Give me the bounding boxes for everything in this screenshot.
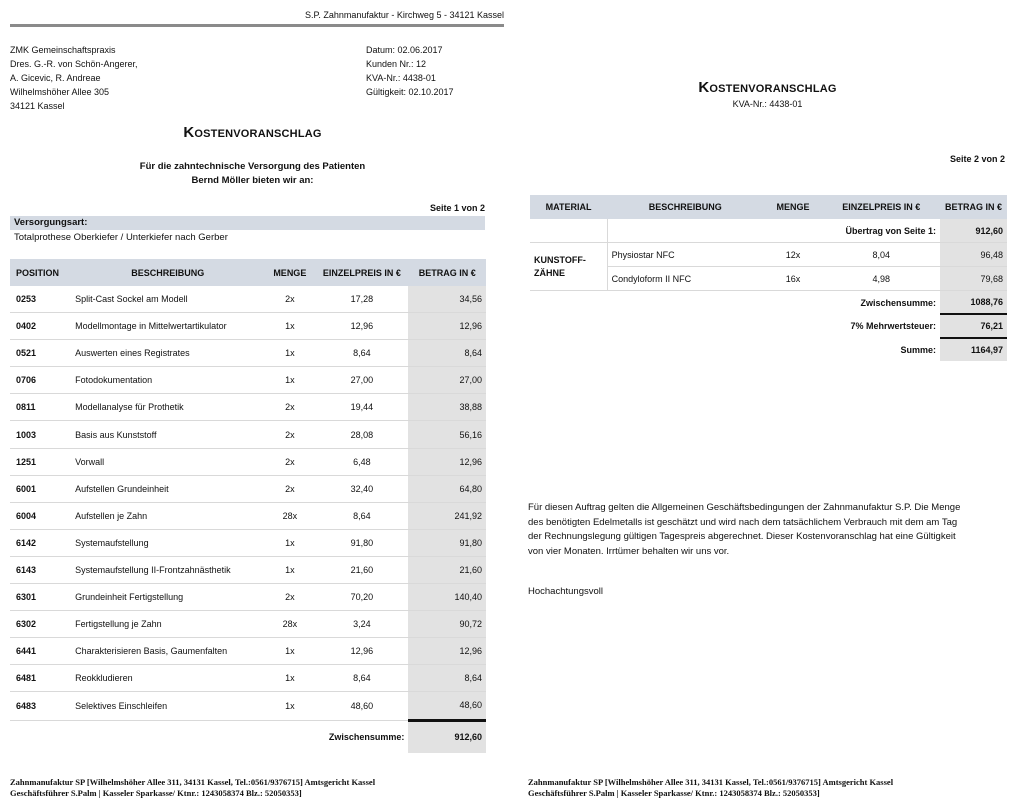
meta-validity: Gültigkeit: 02.10.2017 [366, 87, 454, 97]
table-row [10, 665, 486, 692]
table-header-row [530, 195, 1007, 219]
row-amount: 90,72 [408, 611, 486, 638]
row-description: Modellmontage in Mittelwertartikulator [71, 313, 264, 340]
table-row [10, 692, 486, 720]
col-material: MATERIAL [530, 195, 607, 219]
row-unit-price: 8,64 [315, 665, 408, 692]
materials-table [530, 195, 1007, 361]
versorgungsart-label: Versorgungsart: [10, 216, 485, 230]
row-amount: 12,96 [408, 448, 486, 475]
subtotal-value: 1088,76 [940, 291, 1007, 315]
row-quantity: 2x [264, 584, 315, 611]
col-amount: BETRAG IN € [408, 259, 486, 286]
row-description: Aufstellen je Zahn [71, 502, 264, 529]
table-row [10, 394, 486, 421]
row-position: 6483 [10, 692, 71, 720]
row-amount: 12,96 [408, 638, 486, 665]
intro-line: Bernd Möller bieten wir an: [191, 175, 314, 186]
row-amount: 91,80 [408, 529, 486, 556]
col-description: BESCHREIBUNG [607, 195, 763, 219]
col-unit-price: EINZELPREIS IN € [823, 195, 940, 219]
row-description: Fertigstellung je Zahn [71, 611, 264, 638]
row-amount: 56,16 [408, 421, 486, 448]
row-quantity: 1x [264, 638, 315, 665]
material-group-line: ZÄHNE [534, 267, 565, 278]
row-position: 6004 [10, 502, 71, 529]
row-amount: 241,92 [408, 502, 486, 529]
intro-line: Für die zahntechnische Versorgung des Patienten [139, 161, 366, 172]
row-description: Systemaufstellung II-Frontzahnästhetik [71, 556, 264, 583]
table-row [10, 286, 486, 313]
row-position: 6481 [10, 665, 71, 692]
footer-line: Geschäftsführer S.Palm | Kasseler Sparkasse/ Ktnr.: 1243058374 Blz.: 52050353] [10, 788, 302, 798]
table-row [10, 313, 486, 340]
row-position: 6142 [10, 529, 71, 556]
recipient-line: A. Gicevic, R. Andreae [10, 73, 101, 83]
page-number: Seite 1 von 2 [429, 203, 485, 213]
row-quantity: 2x [264, 475, 315, 502]
row-description: Vorwall [71, 448, 264, 475]
row-quantity: 12x [763, 243, 822, 267]
row-amount: 64,80 [408, 475, 486, 502]
row-unit-price: 70,20 [315, 584, 408, 611]
header-rule [10, 24, 504, 27]
row-quantity: 1x [264, 313, 315, 340]
table-row [10, 611, 486, 638]
row-description: Aufstellen Grundeinheit [71, 475, 264, 502]
meta-date: Datum: 02.06.2017 [366, 45, 443, 55]
row-quantity: 2x [264, 286, 315, 313]
row-position: 0706 [10, 367, 71, 394]
row-amount: 34,56 [408, 286, 486, 313]
closing-text: Hochachtungsvoll [528, 586, 603, 597]
row-quantity: 1x [264, 556, 315, 583]
page-footer [528, 777, 893, 799]
subtotal-label: Zwischensumme: [860, 297, 936, 308]
row-quantity: 1x [264, 340, 315, 367]
col-description: BESCHREIBUNG [71, 259, 264, 286]
col-position: POSITION [10, 259, 71, 286]
row-position: 0811 [10, 394, 71, 421]
row-description: Split-Cast Sockel am Modell [71, 286, 264, 313]
material-group [530, 243, 607, 291]
row-quantity: 16x [763, 267, 822, 291]
table-row [10, 475, 486, 502]
kva-number: KVA-Nr.: 4438-01 [732, 99, 803, 109]
row-unit-price: 4,98 [823, 267, 940, 291]
row-unit-price: 32,40 [315, 475, 408, 502]
total-value: 1164,97 [940, 338, 1007, 361]
intro-text [0, 160, 505, 188]
row-position: 1003 [10, 421, 71, 448]
row-description: Physiostar NFC [607, 243, 763, 267]
carryover-value: 912,60 [940, 219, 1007, 243]
row-position: 0402 [10, 313, 71, 340]
row-unit-price: 12,96 [315, 313, 408, 340]
page-2 [520, 0, 1015, 808]
material-group-line: KUNSTOFF- [534, 254, 586, 265]
row-position: 1251 [10, 448, 71, 475]
row-quantity: 1x [264, 529, 315, 556]
page-number: Seite 2 von 2 [949, 154, 1005, 164]
row-unit-price: 8,64 [315, 340, 408, 367]
col-quantity: MENGE [763, 195, 822, 219]
row-position: 6441 [10, 638, 71, 665]
row-unit-price: 3,24 [315, 611, 408, 638]
vat-row [530, 314, 1007, 338]
meta-customer-no: Kunden Nr.: 12 [366, 59, 427, 69]
row-description: Reokkludieren [71, 665, 264, 692]
meta-kva-no: KVA-Nr.: 4438-01 [366, 73, 436, 83]
row-unit-price: 6,48 [315, 448, 408, 475]
row-unit-price: 17,28 [315, 286, 408, 313]
subtotal-row [10, 720, 486, 753]
row-amount: 8,64 [408, 665, 486, 692]
row-unit-price: 27,00 [315, 367, 408, 394]
row-position: 6302 [10, 611, 71, 638]
page-footer [10, 777, 375, 799]
row-description: Systemaufstellung [71, 529, 264, 556]
row-quantity: 28x [264, 502, 315, 529]
table-header-row [10, 259, 486, 286]
row-unit-price: 8,04 [823, 243, 940, 267]
row-amount: 38,88 [408, 394, 486, 421]
row-quantity: 2x [264, 421, 315, 448]
table-row [10, 340, 486, 367]
row-description: Fotodokumentation [71, 367, 264, 394]
row-position: 0521 [10, 340, 71, 367]
row-description: Condyloform II NFC [607, 267, 763, 291]
row-position: 6301 [10, 584, 71, 611]
row-position: 6143 [10, 556, 71, 583]
vat-label: 7% Mehrwertsteuer: [850, 321, 936, 331]
footer-line: Zahnmanufaktur SP [Wilhelmshöher Allee 311, 34131 Kassel, Tel.:0561/9376715] Amtsgericht Kassel [528, 777, 894, 787]
recipient-address [10, 43, 138, 113]
row-unit-price: 8,64 [315, 502, 408, 529]
row-position: 0253 [10, 286, 71, 313]
carryover-label: Übertrag von Seite 1: [607, 219, 940, 243]
col-amount: BETRAG IN € [940, 195, 1007, 219]
positions-table [10, 259, 486, 753]
recipient-line: 34121 Kassel [10, 101, 65, 111]
row-unit-price: 28,08 [315, 421, 408, 448]
row-amount: 27,00 [408, 367, 486, 394]
recipient-line: Wilhelmshöher Allee 305 [10, 87, 110, 97]
versorgungsart-value: Totalprothese Oberkiefer / Unterkiefer nach Gerber [14, 232, 228, 243]
col-quantity: MENGE [264, 259, 315, 286]
row-amount: 48,60 [408, 692, 486, 720]
table-row [10, 502, 486, 529]
row-description: Basis aus Kunststoff [71, 421, 264, 448]
row-unit-price: 48,60 [315, 692, 408, 720]
table-row [10, 556, 486, 583]
footer-line: Zahnmanufaktur SP [Wilhelmshöher Allee 311, 34131 Kassel, Tel.:0561/9376715] Amtsgericht Kassel [10, 777, 376, 787]
row-quantity: 2x [264, 394, 315, 421]
total-label: Summe: [900, 344, 936, 355]
table-row [10, 448, 486, 475]
row-unit-price: 19,44 [315, 394, 408, 421]
row-unit-price: 21,60 [315, 556, 408, 583]
row-amount: 8,64 [408, 340, 486, 367]
row-description: Modellanalyse für Prothetik [71, 394, 264, 421]
sender-line: S.P. Zahnmanufaktur - Kirchweg 5 - 34121 Kassel [305, 10, 504, 20]
row-unit-price: 12,96 [315, 638, 408, 665]
terms-text: Für diesen Auftrag gelten die Allgemeinen Geschäftsbedingungen der Zahnmanufaktur S.P. Die Menge des benötigten Edelmetalls ist geschätzt und wird nach dem tatsächlichem Verbrauch mit dem am Tag der Rechnungslegung gültigen Tagespreis abgerechnet. Dieser Kostenvoranschlag hat eine Gültigkeit von vier Monaten. Irrtümer behalten wir uns vor. [528, 502, 961, 557]
table-row [10, 421, 486, 448]
row-description: Selektives Einschleifen [71, 692, 264, 720]
table-row [530, 243, 1007, 267]
subtotal-row [530, 291, 1007, 315]
total-row [530, 338, 1007, 361]
page-1 [0, 0, 505, 808]
table-row [10, 638, 486, 665]
page-title: Kostenvoranschlag [183, 124, 322, 141]
document-meta [366, 43, 454, 99]
row-description: Auswerten eines Registrates [71, 340, 264, 367]
col-unit-price: EINZELPREIS IN € [315, 259, 408, 286]
row-quantity: 1x [264, 367, 315, 394]
footer-line: Geschäftsführer S.Palm | Kasseler Sparkasse/ Ktnr.: 1243058374 Blz.: 52050353] [528, 788, 820, 798]
vat-value: 76,21 [940, 314, 1007, 338]
subtotal-label: Zwischensumme: [328, 731, 405, 742]
table-row [10, 367, 486, 394]
subtotal-value: 912,60 [408, 720, 486, 753]
row-quantity: 1x [264, 665, 315, 692]
row-amount: 12,96 [408, 313, 486, 340]
row-quantity: 1x [264, 692, 315, 720]
row-description: Charakterisieren Basis, Gaumenfalten [71, 638, 264, 665]
row-amount: 96,48 [940, 243, 1007, 267]
row-quantity: 28x [264, 611, 315, 638]
table-row [10, 584, 486, 611]
row-amount: 79,68 [940, 267, 1007, 291]
row-position: 6001 [10, 475, 71, 502]
recipient-line: Dres. G.-R. von Schön-Angerer, [10, 59, 138, 69]
table-row [10, 529, 486, 556]
row-amount: 140,40 [408, 584, 486, 611]
row-amount: 21,60 [408, 556, 486, 583]
row-description: Grundeinheit Fertigstellung [71, 584, 264, 611]
carryover-row [530, 219, 1007, 243]
row-unit-price: 91,80 [315, 529, 408, 556]
row-quantity: 2x [264, 448, 315, 475]
page-title: Kostenvoranschlag [698, 79, 837, 96]
recipient-line: ZMK Gemeinschaftspraxis [10, 45, 116, 55]
